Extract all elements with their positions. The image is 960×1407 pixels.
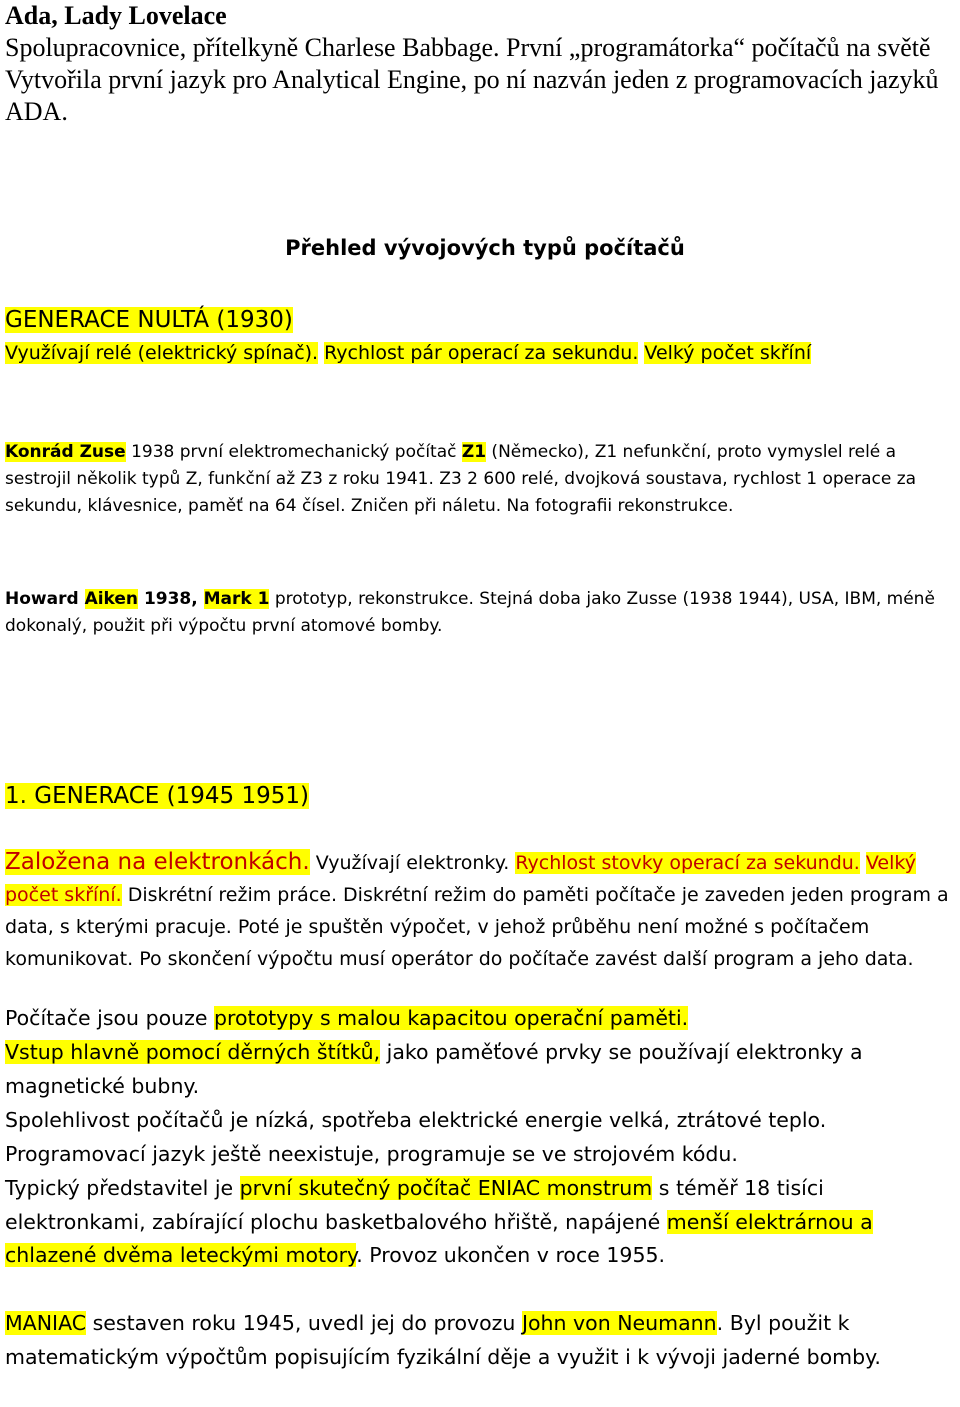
aiken-last-name: Aiken [84, 589, 139, 609]
gen1-heading [5, 780, 309, 813]
p4-paragraph: Programovací jazyk ještě neexistuje, programuje se ve strojovém kódu. [5, 1142, 738, 1166]
p2-text-b: jako paměťové prvky se používají elektronky a magnetické bubny. [5, 1040, 863, 1098]
gen1-heading-text: 1. GENERACE (1945 1951) [5, 783, 309, 809]
lovelace-name: Ada, Lady Lovelace [5, 1, 227, 30]
overview-title: Přehled vývojových typů počítačů [285, 236, 685, 260]
p5-paragraph [5, 1172, 957, 1273]
gen0-cabinets: Velký počet skříní [644, 342, 812, 364]
p6-paragraph [5, 1307, 957, 1374]
aiken-mark1: Mark 1 [203, 589, 270, 609]
p2-text-a: Vstup hlavně pomocí děrných štítků, [5, 1040, 381, 1064]
p6-text-b: sestaven roku 1945, uvedl jej do provozu [86, 1311, 522, 1335]
gen0-heading-text: GENERACE NULTÁ (1930) [5, 307, 293, 333]
p5-text-a: Typický představitel je [5, 1176, 240, 1200]
p6-maniac: MANIAC [5, 1311, 87, 1335]
gen1-speed: Rychlost stovky operací za sekundu. [515, 852, 860, 874]
gen0-heading [5, 304, 955, 337]
p1-text-b: prototypy s malou kapacitou operační paměti. [214, 1006, 689, 1030]
p3-paragraph: Spolehlivost počítačů je nízká, spotřeba elektrické energie velká, ztrátové teplo. [5, 1108, 827, 1132]
gen0-relays: Využívají relé (elektrický spínač). [5, 342, 319, 364]
aiken-first-name: Howard [5, 589, 85, 609]
zuse-text-1: 1938 první elektromechanický počítač [125, 442, 462, 462]
p2-paragraph [5, 1036, 957, 1103]
gen1-rest: Diskrétní režim práce. Diskrétní režim do paměti počítače je zaveden jeden program a data, s kterými pracuje. Poté je spuštěn výpočet, v jehož průběhu není možné s počítačem komunikovat. Po skončení výpočtu musí operátor do počítače zavést další program a jeho data. [5, 884, 949, 970]
aiken-rest: prototyp, rekonstrukce. Stejná doba jako Zusse (1938 1944), USA, IBM, méně dokonalý, použit při výpočtu první atomové bomby. [5, 589, 935, 636]
lovelace-line-2: Vytvořila první jazyk pro Analytical Engine, po ní nazván jeden z programovacích jazyků ADA. [5, 65, 939, 126]
gen0-section [5, 304, 955, 370]
zuse-z1: Z1 [461, 442, 487, 462]
lovelace-section [5, 0, 955, 128]
gen1-paragraph [5, 846, 957, 975]
p1-text-a: Počítače jsou pouze [5, 1006, 215, 1030]
p6-von-neumann: John von Neumann [521, 1311, 717, 1335]
zuse-text-2: (Německo), Z1 nefunkční, proto vymyslel relé a sestrojil několik typů Z, funkční až Z3 z roku 1941. Z3 2 600 relé, dvojková soustava, rychlost 1 operace za sekundu, klávesnice, paměť na 64 čísel. Zničen při náletu. Na fotografii rekonstrukce. [5, 442, 917, 516]
gen1-cabinets: Velký počet skříní. [5, 852, 916, 906]
p5-text-c: s téměř 18 tisíci elektronkami, zabírající plochu basketbalového hřiště, napájené [5, 1176, 824, 1234]
p6-text-d: . Byl použit k matematickým výpočtům popisujícím fyzikální děje a využit i k vývoji jaderné bomby. [5, 1311, 881, 1369]
aiken-year: 1938, [138, 589, 204, 609]
gen1-based: Založena na elektronkách. [5, 849, 310, 875]
aiken-paragraph [5, 586, 957, 640]
gen0-description [5, 337, 955, 370]
p5-power-cooling: menší elektrárnou a chlazené dvěma leteckými motory [5, 1209, 873, 1267]
p1-paragraph [5, 1002, 957, 1036]
p5-eniac: první skutečný počítač ENIAC monstrum [239, 1176, 653, 1200]
zuse-paragraph [5, 439, 957, 520]
p5-text-e: . Provoz ukončen v roce 1955. [356, 1243, 666, 1267]
zuse-name: Konrád Zuse [5, 442, 126, 462]
gen1-uses: Využívají elektronky. [309, 852, 516, 874]
gen0-speed: Rychlost pár operací za sekundu. [324, 342, 639, 364]
lovelace-line-1: Spolupracovnice, přítelkyně Charlese Babbage. První „programátorka“ počítačů na světě [5, 33, 931, 62]
